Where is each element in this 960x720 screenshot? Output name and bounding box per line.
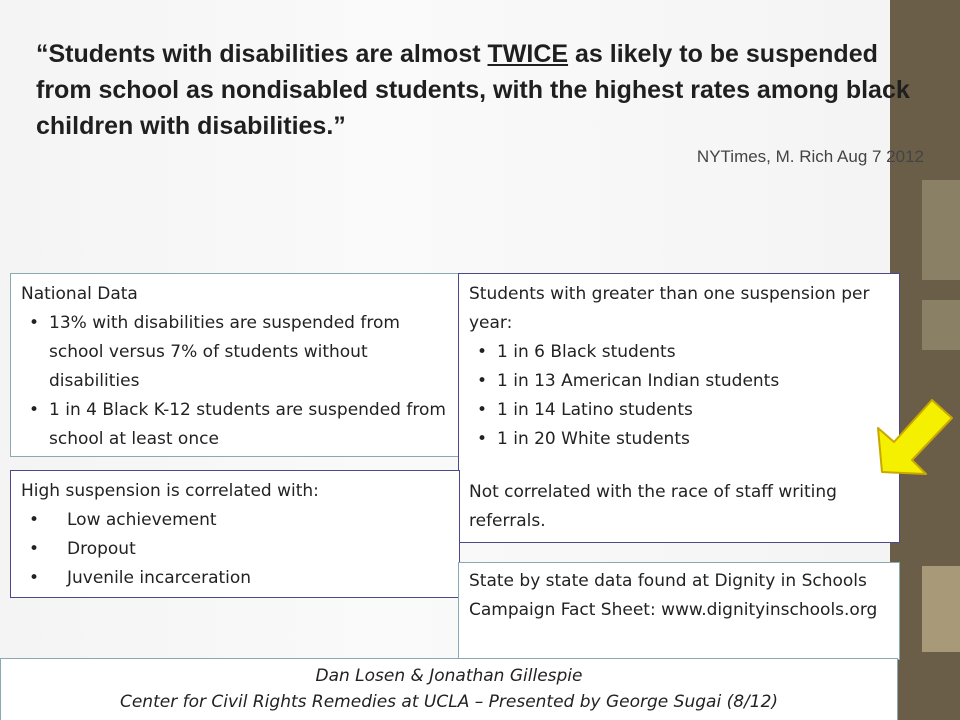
correlation-box xyxy=(10,470,460,598)
national-data-box xyxy=(10,273,460,457)
list-item: • 1 in 20 White students xyxy=(469,425,899,454)
correlation-list xyxy=(21,506,459,593)
list-item: • 1 in 6 Black students xyxy=(469,338,899,367)
quote-citation: NYTimes, M. Rich Aug 7 2012 xyxy=(696,147,924,166)
national-data-title: National Data xyxy=(21,284,138,304)
decorative-stripe-block xyxy=(922,300,960,350)
list-item: • 13% with disabilities are suspended from school versus 7% of students without disabilities xyxy=(21,309,459,396)
spacer xyxy=(469,454,899,478)
multiple-suspension-list xyxy=(469,338,899,454)
footer-authors: Dan Losen & Jonathan Gillespie xyxy=(315,666,583,686)
multiple-suspension-note: Not correlated with the race of staff writing referrals. xyxy=(469,482,837,531)
list-item: • Juvenile incarceration xyxy=(21,564,459,593)
decorative-stripe-block xyxy=(922,180,960,280)
multiple-suspension-box xyxy=(458,273,900,543)
state-data-text: State by state data found at Dignity in Schools Campaign Fact Sheet: www.dignityinschools.org xyxy=(469,571,878,620)
list-item: • Dropout xyxy=(21,535,459,564)
yellow-arrow-icon xyxy=(860,390,960,490)
national-data-list xyxy=(21,309,459,454)
list-item: • 1 in 4 Black K-12 students are suspended from school at least once xyxy=(21,396,459,454)
decorative-stripe-block xyxy=(922,566,960,652)
footer-credits xyxy=(0,658,898,720)
headline-quote xyxy=(36,36,916,144)
list-item: • Low achievement xyxy=(21,506,459,535)
footer-affiliation: Center for Civil Rights Remedies at UCLA – Presented by George Sugai (8/12) xyxy=(119,692,779,712)
quote-text-open: “Students with disabilities are almost xyxy=(36,40,488,68)
quote-text-rest: as likely to be suspended from school as nondisabled students, with the highest rates among black children with disabilities.” xyxy=(36,40,910,140)
list-item: • 1 in 14 Latino students xyxy=(469,396,899,425)
correlation-title: High suspension is correlated with: xyxy=(21,481,319,501)
multiple-suspension-title: Students with greater than one suspension per year: xyxy=(469,284,870,333)
list-item: • 1 in 13 American Indian students xyxy=(469,367,899,396)
state-data-box xyxy=(458,562,900,660)
quote-emphasis: TWICE xyxy=(487,40,569,68)
